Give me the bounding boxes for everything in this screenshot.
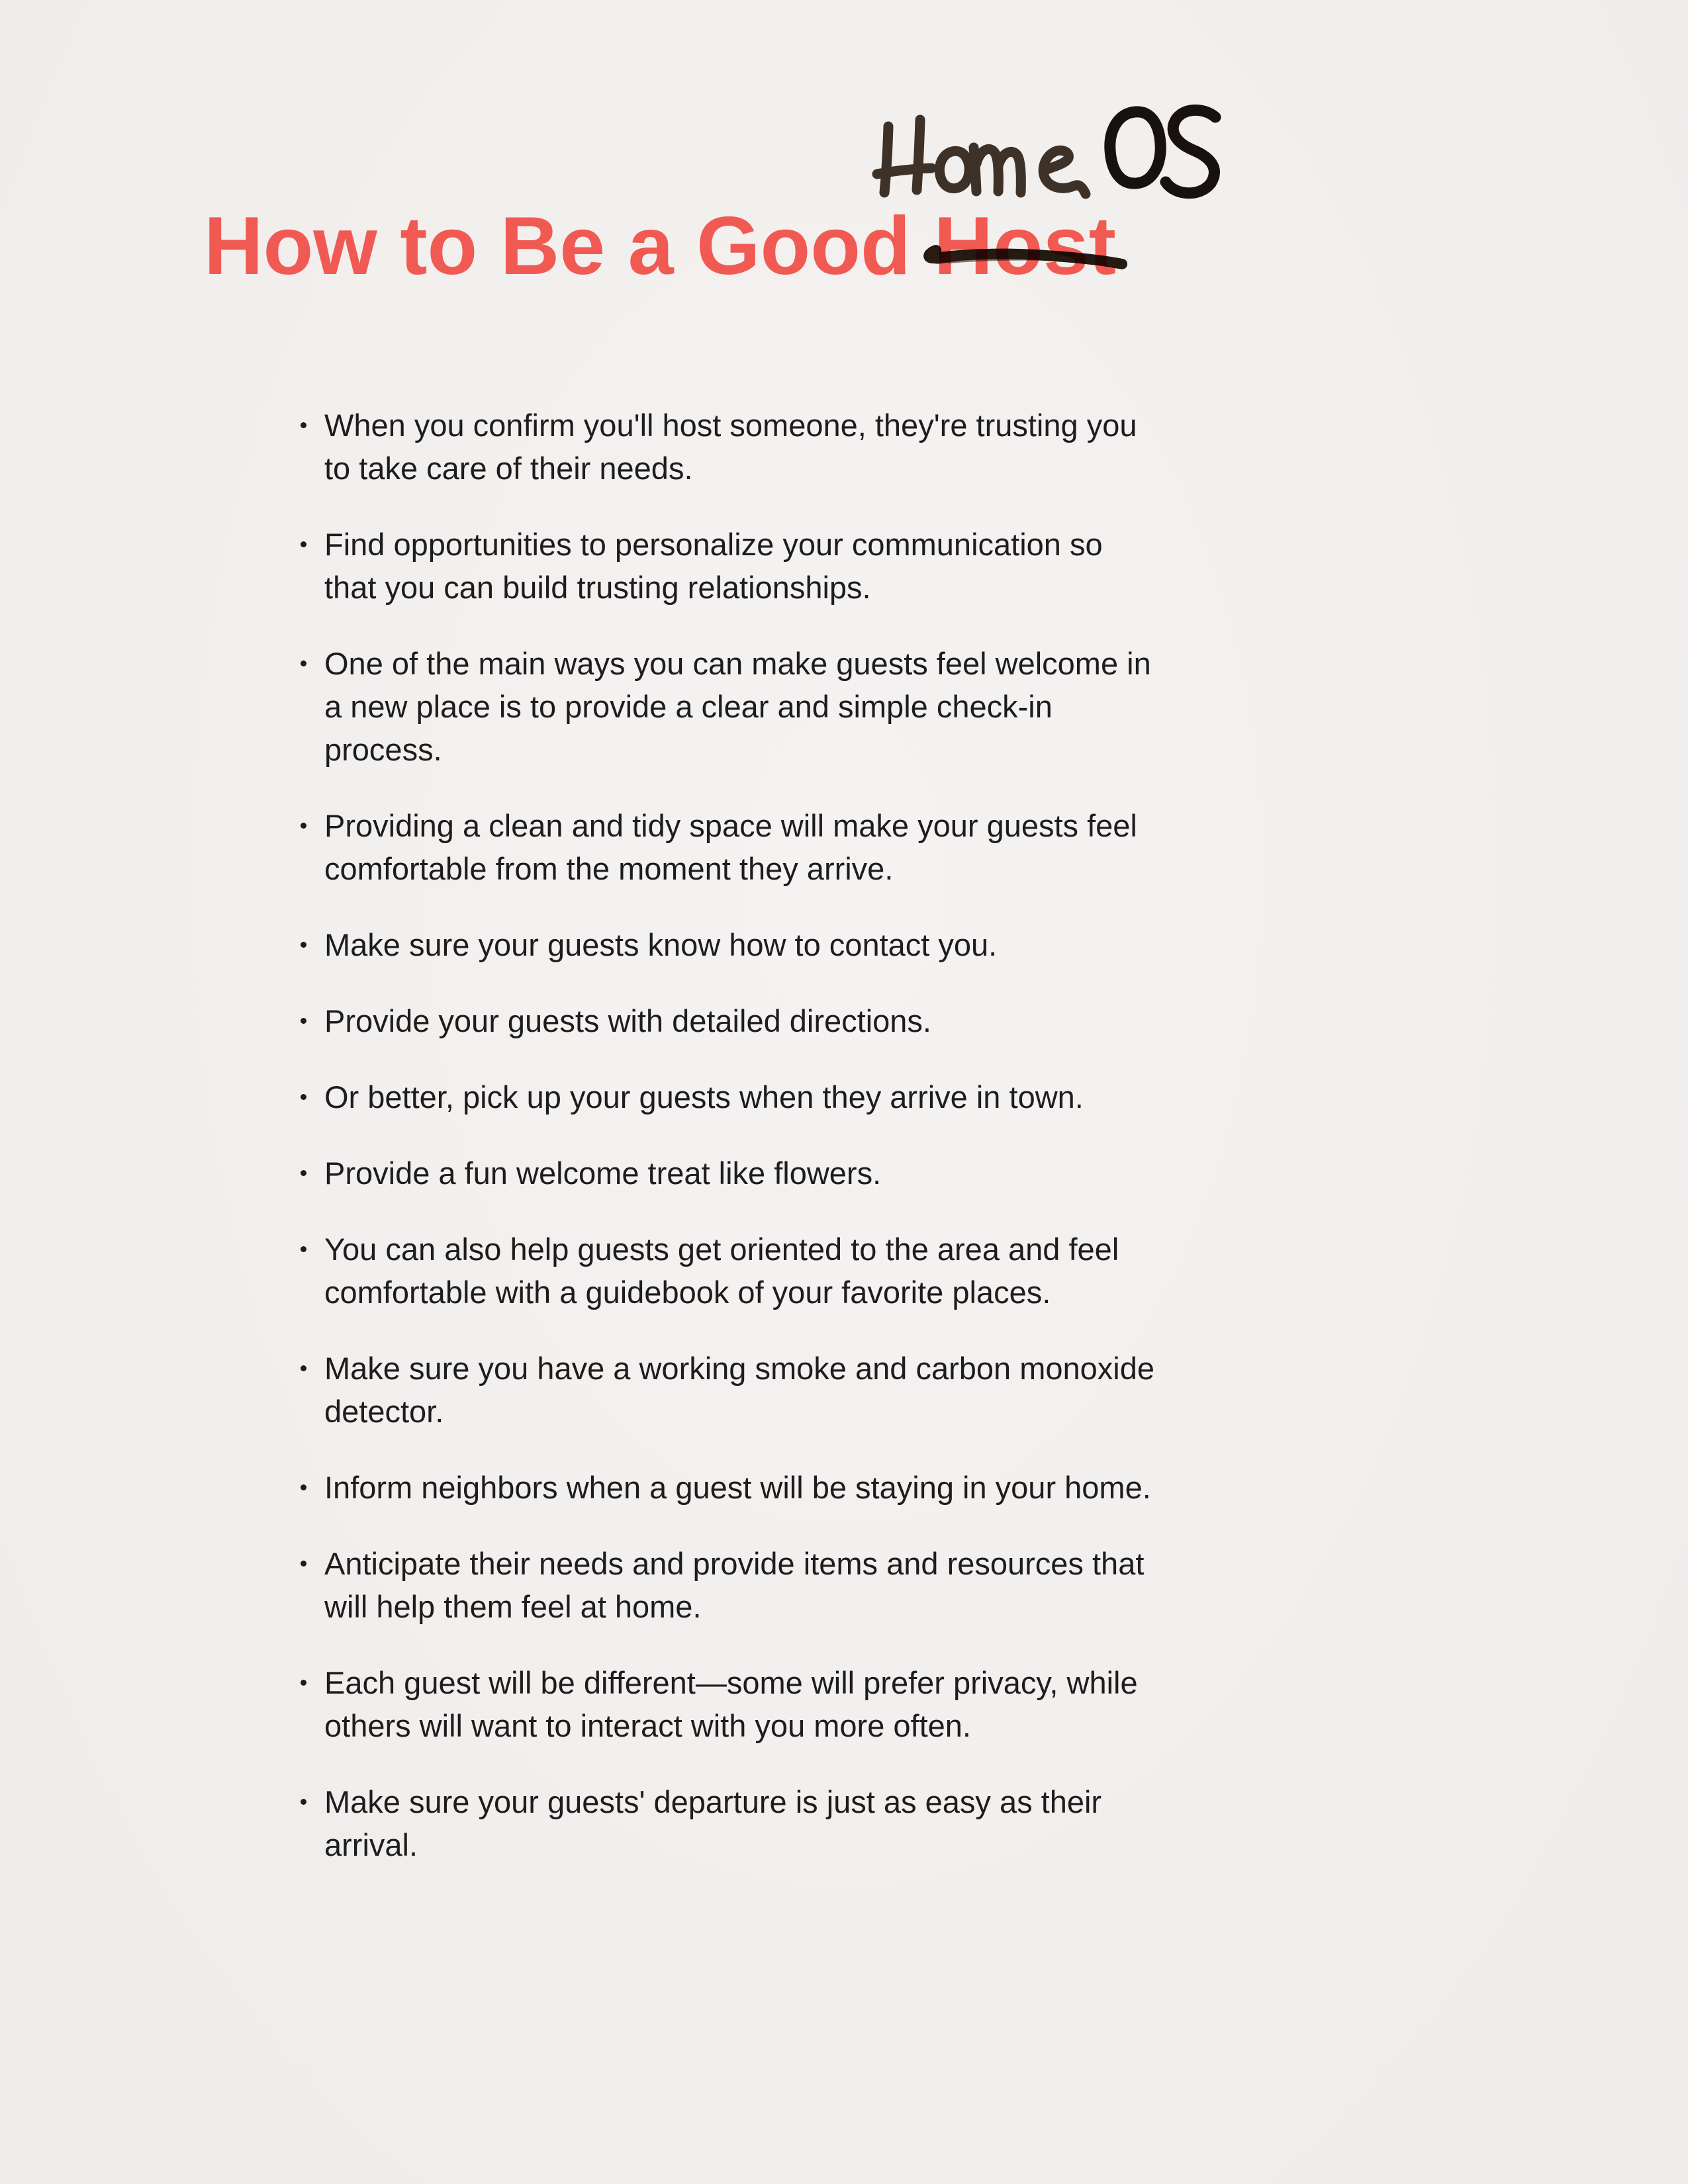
list-item: Find opportunities to personalize your communication so that you can build trusting relationships. — [324, 523, 1162, 609]
list-item: One of the main ways you can make guests feel welcome in a new place is to provide a clear and simple check-in process. — [324, 642, 1162, 771]
list-item: Each guest will be different—some will prefer privacy, while others will want to interact with you more often. — [324, 1661, 1162, 1747]
tips-list — [324, 404, 1162, 1899]
list-item: You can also help guests get oriented to the area and feel comfortable with a guidebook of your favorite places. — [324, 1228, 1162, 1314]
list-item: Make sure your guests know how to contact you. — [324, 923, 1162, 966]
list-item: Provide a fun welcome treat like flowers. — [324, 1152, 1162, 1195]
list-item: Make sure you have a working smoke and carbon monoxide detector. — [324, 1347, 1162, 1433]
list-item: Anticipate their needs and provide items and resources that will help them feel at home. — [324, 1542, 1162, 1628]
list-item: Providing a clean and tidy space will make your guests feel comfortable from the moment they arrive. — [324, 804, 1162, 890]
list-item: Provide your guests with detailed directions. — [324, 999, 1162, 1042]
page-title — [204, 201, 1117, 292]
struck-word-text: Host — [933, 201, 1117, 292]
list-item: Make sure your guests' departure is just as easy as their arrival. — [324, 1780, 1162, 1866]
struck-word — [933, 201, 1117, 292]
list-item: Inform neighbors when a guest will be staying in your home. — [324, 1466, 1162, 1509]
list-item: Or better, pick up your guests when they arrive in town. — [324, 1075, 1162, 1118]
list-item: When you confirm you'll host someone, they're trusting you to take care of their needs. — [324, 404, 1162, 490]
title-text: How to Be a Good — [204, 201, 911, 292]
handwritten-homeos-icon — [872, 103, 1237, 202]
